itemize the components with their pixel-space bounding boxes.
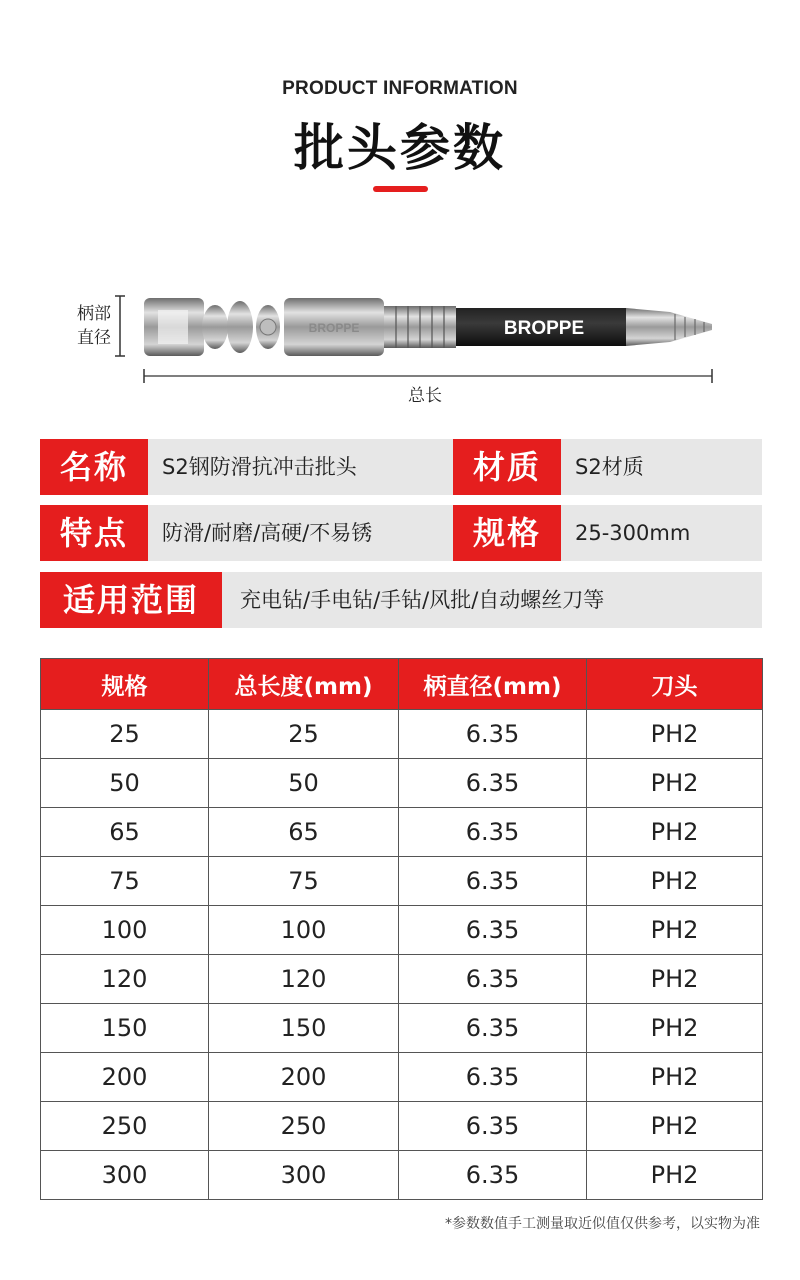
table-cell: 150 [41,1004,209,1053]
info-row-name-material [40,439,762,495]
title-underline [373,186,428,192]
spec-title: 规格 [453,505,561,561]
table-cell: 6.35 [399,906,587,955]
table-row [41,1102,763,1151]
table-cell: PH2 [587,710,763,759]
table-cell: 6.35 [399,759,587,808]
table-cell: 6.35 [399,1053,587,1102]
table-cell: PH2 [587,1102,763,1151]
table-cell: 200 [41,1053,209,1102]
table-cell: PH2 [587,955,763,1004]
table-cell: PH2 [587,1151,763,1200]
table-cell: 300 [41,1151,209,1200]
table-cell: 6.35 [399,955,587,1004]
table-cell: 6.35 [399,1102,587,1151]
table-cell: PH2 [587,857,763,906]
header-shank-diameter: 柄直径(mm) [399,659,587,710]
table-cell: 6.35 [399,808,587,857]
table-row [41,759,763,808]
table-row [41,808,763,857]
table-row [41,857,763,906]
brand-engraving: BROPPE [308,321,360,335]
table-row [41,710,763,759]
footnote: *参数数值手工测量取近似值仅供参考，以实物为准 [445,1216,760,1232]
table-cell: PH2 [587,906,763,955]
info-row-scope [40,572,762,628]
table-cell: 75 [41,857,209,906]
material-value: S2材质 [561,439,762,495]
table-cell: 25 [41,710,209,759]
table-cell: 100 [41,906,209,955]
total-length-label: 总长 [408,386,442,406]
name-value: S2钢防滑抗冲击批头 [148,439,453,495]
header-spec: 规格 [41,659,209,710]
table-cell: 120 [209,955,399,1004]
table-cell: 6.35 [399,857,587,906]
table-cell: 200 [209,1053,399,1102]
table-cell: 300 [209,1151,399,1200]
spec-table [40,658,763,1200]
feature-title: 特点 [40,505,148,561]
table-row [41,1151,763,1200]
info-row-feature-spec [40,505,762,561]
table-cell: 6.35 [399,1004,587,1053]
name-title: 名称 [40,439,148,495]
table-cell: 75 [209,857,399,906]
table-row [41,955,763,1004]
table-cell: 6.35 [399,1151,587,1200]
table-cell: PH2 [587,808,763,857]
table-cell: 100 [209,906,399,955]
scope-value: 充电钻/手电钻/手钻/风批/自动螺丝刀等 [222,572,762,628]
table-cell: 25 [209,710,399,759]
header-tip: 刀头 [587,659,763,710]
table-cell: PH2 [587,759,763,808]
table-row [41,1053,763,1102]
header-total-length: 总长度(mm) [209,659,399,710]
table-header-row [41,659,763,710]
shank-diameter-label: 柄部 直径 [77,304,111,348]
table-cell: 250 [41,1102,209,1151]
table-cell: 250 [209,1102,399,1151]
table-cell: 50 [41,759,209,808]
table-cell: 65 [41,808,209,857]
table-cell: 50 [209,759,399,808]
material-title: 材质 [453,439,561,495]
table-row [41,1004,763,1053]
feature-value: 防滑/耐磨/高硬/不易锈 [148,505,453,561]
table-cell: 150 [209,1004,399,1053]
table-cell: PH2 [587,1004,763,1053]
brand-print: BROPPE [503,318,585,339]
section-title: 批头参数 [294,119,506,177]
section-subtitle: PRODUCT INFORMATION [282,78,518,99]
table-cell: PH2 [587,1053,763,1102]
screwdriver-bit-diagram [60,288,740,418]
table-cell: 65 [209,808,399,857]
spec-value: 25-300mm [561,505,762,561]
table-row [41,906,763,955]
table-cell: 6.35 [399,710,587,759]
table-cell: 120 [41,955,209,1004]
scope-title: 适用范围 [40,572,222,628]
